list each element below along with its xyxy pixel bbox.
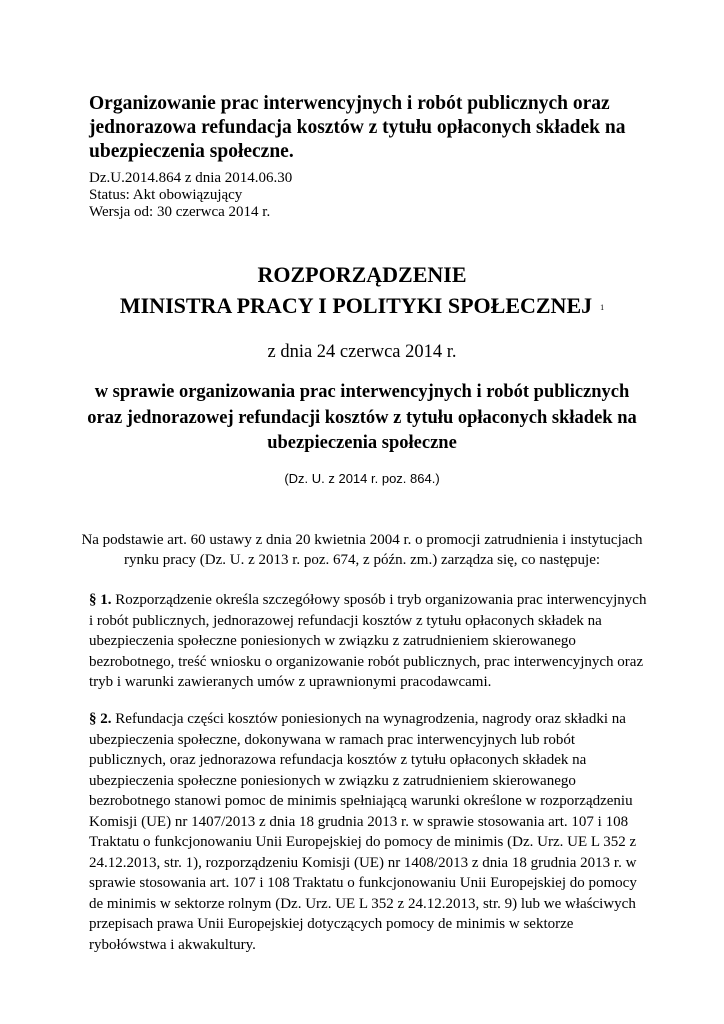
act-heading [0,259,724,323]
paragraph-line: sprawie stosowania art. 107 i 108 Traktatu o funkcjonowaniu Unii Europejskiej do pomocy [89,875,637,891]
version-date: Wersja od: 30 czerwca 2014 r. [89,204,271,220]
subject-line: ubezpieczenia społeczne [267,433,457,453]
paragraph-line: bezrobotnego, treść wniosku o organizowanie robót publicznych, prac interwencyjnych oraz [89,653,644,670]
subject-line: oraz jednorazowej refundacji kosztów z tytułu opłaconych składek na [87,407,637,428]
act-issuer-line [0,290,724,323]
act-issuer: MINISTRA PRACY I POLITYKI SPOŁECZNEJ [119,293,593,318]
paragraph-line: rybołówstwa i akwakultury. [89,936,256,953]
footnote-marker: 1 [600,303,605,312]
intro-line: rynku pracy (Dz. U. z 2013 r. poz. 674, z późn. zm.) zarządza się, co następuje: [123,552,601,568]
paragraph-line [89,709,637,730]
act-type: ROZPORZĄDZENIE [257,262,467,287]
paragraph-line: i robót publicznych, jednorazowej refundacji kosztów z tytułu opłaconych składek na [89,612,602,629]
paragraph-line [89,590,646,611]
journal-reference: Dz.U.2014.864 z dnia 2014.06.30 [89,170,293,186]
paragraph-line: tryb i warunki zawieranych umów z uprawnionymi pracodawcami. [89,674,492,690]
paragraph-text: Rozporządzenie określa szczegółowy sposób i tryb organizowania prac interwencyjnych [115,592,647,608]
document-title: Organizowanie prac interwencyjnych i robót publicznych oraz jednorazowa refundacja kosztów z tytułu opłaconych składek na ubezpieczenia społeczne. [89,93,626,162]
paragraph-number: § 1. [89,592,112,608]
legal-basis-intro [0,530,724,570]
legal-status: Status: Akt obowiązujący [89,187,243,203]
subject-line: w sprawie organizowania prac interwencyjnych i robót publicznych [94,382,630,402]
paragraph-line: publicznych, oraz jednorazowa refundacja kosztów z tytułu opłaconych składek na [89,752,587,768]
paragraph-line: 24.12.2013, str. 1), rozporządzeniu Komisji (UE) nr 1408/2013 z dnia 18 grudnia 2013 r. w [89,854,637,871]
paragraph-line: bezrobotnego stanowi pomoc de minimis spełniającą warunki określone w rozporządzeniu [89,793,633,809]
paragraph-line: ubezpieczenia społeczne, dokonywana w ramach prac interwencyjnych lub robót [89,731,576,748]
act-date: z dnia 24 czerwca 2014 r. [267,342,457,362]
intro-line: Na podstawie art. 60 ustawy z dnia 20 kwietnia 2004 r. o promocji zatrudnienia i instytucjach [81,532,643,548]
document-metadata [89,170,292,221]
publication-reference: (Dz. U. z 2014 r. poz. 864.) [284,471,440,486]
paragraph-line: Traktatu o funkcjonowaniu Unii Europejskiej do pomocy de minimis (Dz. Urz. UE L 352 z [89,834,637,850]
paragraph-line: ubezpieczenia społeczne poniesionych w związku z zatrudnieniem skierowanego [89,633,576,649]
paragraph-number: § 2. [89,711,112,727]
paragraph-2 [89,709,637,955]
paragraph-1 [89,590,646,693]
paragraph-text: Refundacja części kosztów poniesionych na wynagrodzenia, nagrody oraz składki na [115,711,626,727]
act-subject [0,380,724,457]
paragraph-line: Komisji (UE) nr 1407/2013 z dnia 18 grudnia 2013 r. w sprawie stosowania art. 107 i 108 [89,813,629,830]
paragraph-line: ubezpieczenia społeczne poniesionych w związku z zatrudnieniem skierowanego [89,772,576,789]
paragraph-line: de minimis w sektorze rolnym (Dz. Urz. UE L 352 z 24.12.2013, str. 9) lub we właściwych [89,895,636,912]
paragraph-line: przepisach prawa Unii Europejskiej dotyczących pomocy de minimis w sektorze [89,916,574,932]
